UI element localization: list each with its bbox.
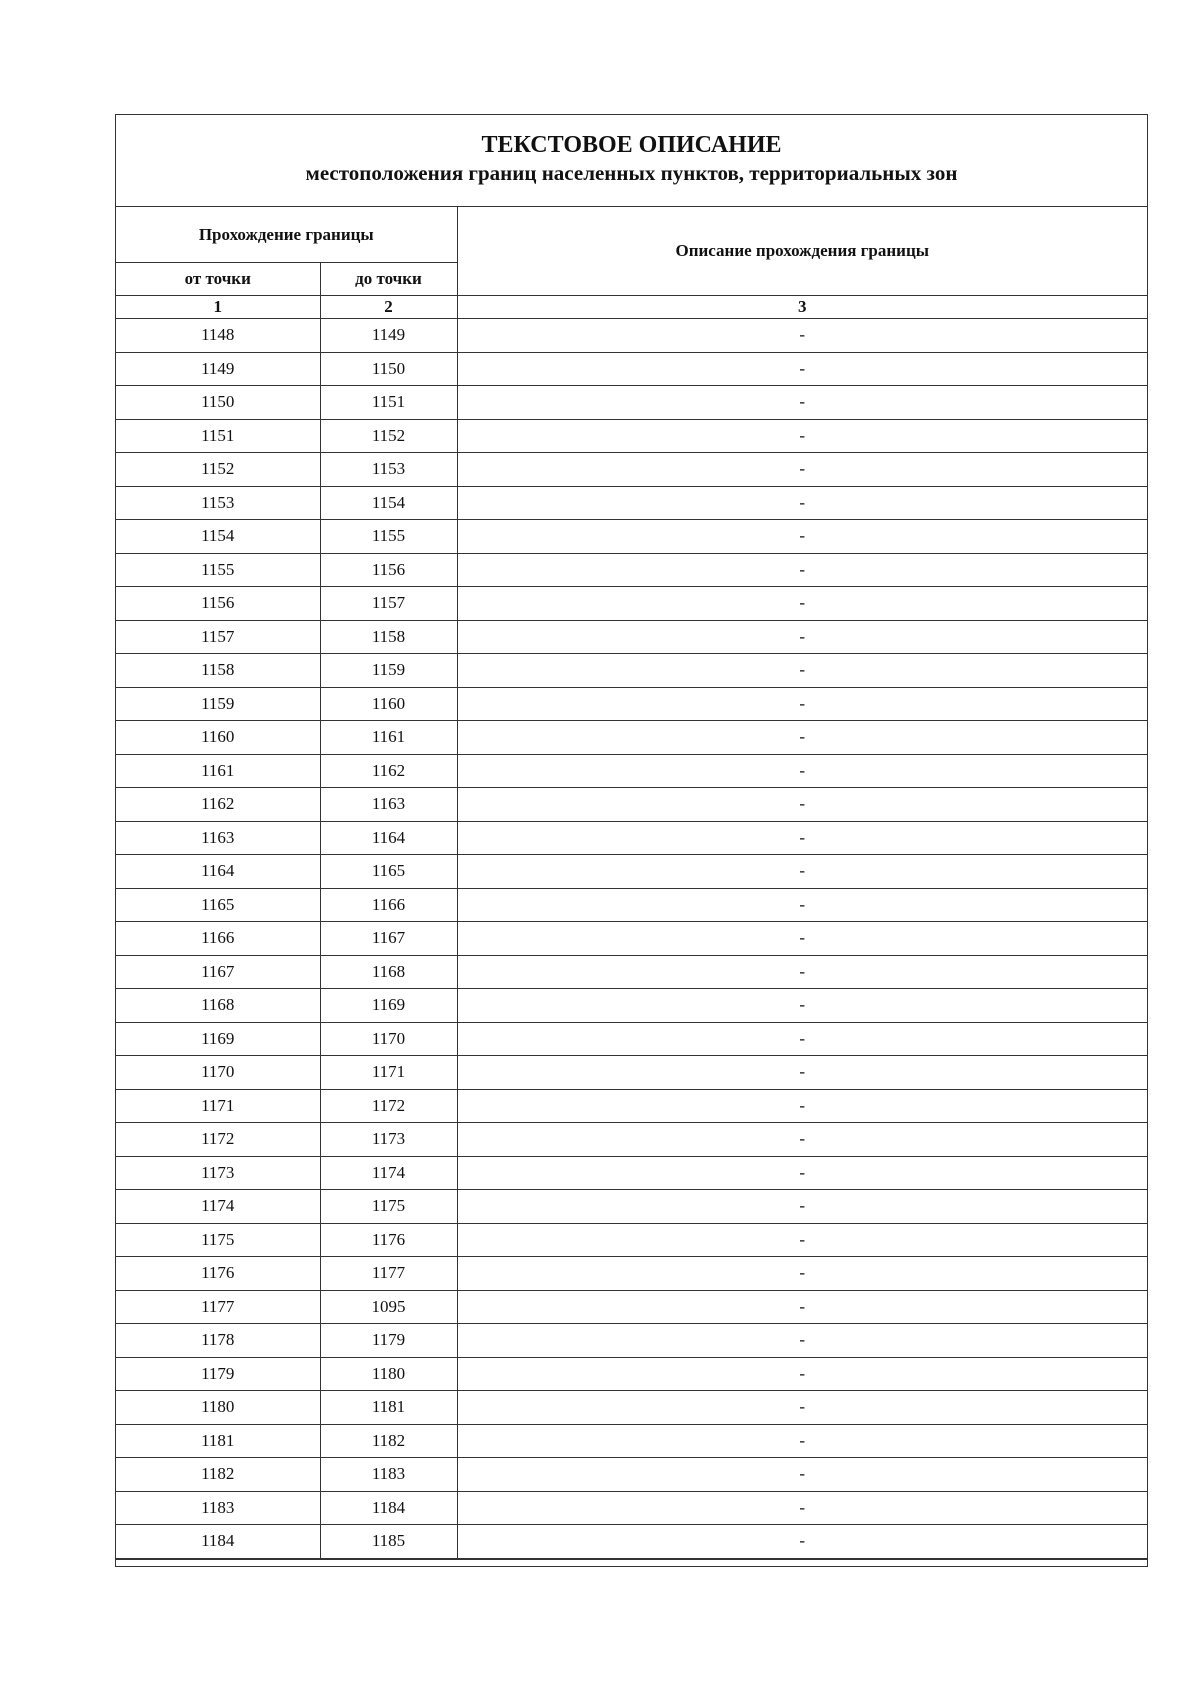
header-boundary-passage: Прохождение границы bbox=[116, 207, 457, 263]
from-point-cell: 1150 bbox=[116, 386, 320, 420]
table-row bbox=[116, 1223, 1147, 1257]
column-number-3: 3 bbox=[457, 296, 1147, 319]
to-point-cell: 1169 bbox=[320, 989, 457, 1023]
table-row bbox=[116, 319, 1147, 353]
from-point-cell: 1159 bbox=[116, 687, 320, 721]
from-point-cell: 1166 bbox=[116, 922, 320, 956]
description-cell: - bbox=[457, 721, 1147, 755]
to-point-cell: 1162 bbox=[320, 754, 457, 788]
to-point-cell: 1155 bbox=[320, 520, 457, 554]
from-point-cell: 1162 bbox=[116, 788, 320, 822]
from-point-cell: 1172 bbox=[116, 1123, 320, 1157]
to-point-cell: 1170 bbox=[320, 1022, 457, 1056]
table-row bbox=[116, 453, 1147, 487]
description-cell: - bbox=[457, 620, 1147, 654]
description-cell: - bbox=[457, 1123, 1147, 1157]
from-point-cell: 1149 bbox=[116, 352, 320, 386]
from-point-cell: 1171 bbox=[116, 1089, 320, 1123]
to-point-cell: 1179 bbox=[320, 1324, 457, 1358]
description-cell: - bbox=[457, 419, 1147, 453]
table-row bbox=[116, 1089, 1147, 1123]
from-point-cell: 1179 bbox=[116, 1357, 320, 1391]
table-row bbox=[116, 888, 1147, 922]
to-point-cell: 1163 bbox=[320, 788, 457, 822]
table-row bbox=[116, 788, 1147, 822]
from-point-cell: 1158 bbox=[116, 654, 320, 688]
description-cell: - bbox=[457, 587, 1147, 621]
table-row bbox=[116, 1290, 1147, 1324]
from-point-cell: 1181 bbox=[116, 1424, 320, 1458]
to-point-cell: 1180 bbox=[320, 1357, 457, 1391]
from-point-cell: 1183 bbox=[116, 1491, 320, 1525]
from-point-cell: 1151 bbox=[116, 419, 320, 453]
from-point-cell: 1161 bbox=[116, 754, 320, 788]
table-row bbox=[116, 1357, 1147, 1391]
table-row bbox=[116, 1156, 1147, 1190]
description-cell: - bbox=[457, 1324, 1147, 1358]
description-cell: - bbox=[457, 1391, 1147, 1425]
from-point-cell: 1182 bbox=[116, 1458, 320, 1492]
from-point-cell: 1173 bbox=[116, 1156, 320, 1190]
description-cell: - bbox=[457, 1458, 1147, 1492]
to-point-cell: 1159 bbox=[320, 654, 457, 688]
column-number-1: 1 bbox=[116, 296, 320, 319]
to-point-cell: 1157 bbox=[320, 587, 457, 621]
from-point-cell: 1164 bbox=[116, 855, 320, 889]
table-row bbox=[116, 1056, 1147, 1090]
from-point-cell: 1176 bbox=[116, 1257, 320, 1291]
table-body bbox=[116, 319, 1147, 1559]
document-subtitle: местоположения границ населенных пунктов, территориальных зон bbox=[305, 161, 958, 185]
description-cell: - bbox=[457, 754, 1147, 788]
description-cell: - bbox=[457, 888, 1147, 922]
to-point-cell: 1174 bbox=[320, 1156, 457, 1190]
description-cell: - bbox=[457, 1357, 1147, 1391]
to-point-cell: 1175 bbox=[320, 1190, 457, 1224]
from-point-cell: 1174 bbox=[116, 1190, 320, 1224]
table-row bbox=[116, 855, 1147, 889]
description-cell: - bbox=[457, 821, 1147, 855]
to-point-cell: 1167 bbox=[320, 922, 457, 956]
to-point-cell: 1149 bbox=[320, 319, 457, 353]
description-cell: - bbox=[457, 989, 1147, 1023]
table-row bbox=[116, 1190, 1147, 1224]
table-row bbox=[116, 1424, 1147, 1458]
to-point-cell: 1154 bbox=[320, 486, 457, 520]
description-cell: - bbox=[457, 1424, 1147, 1458]
from-point-cell: 1167 bbox=[116, 955, 320, 989]
from-point-cell: 1184 bbox=[116, 1525, 320, 1559]
from-point-cell: 1163 bbox=[116, 821, 320, 855]
table-row bbox=[116, 989, 1147, 1023]
to-point-cell: 1184 bbox=[320, 1491, 457, 1525]
header-to-point: до точки bbox=[320, 263, 457, 296]
to-point-cell: 1171 bbox=[320, 1056, 457, 1090]
to-point-cell: 1177 bbox=[320, 1257, 457, 1291]
from-point-cell: 1153 bbox=[116, 486, 320, 520]
from-point-cell: 1177 bbox=[116, 1290, 320, 1324]
to-point-cell: 1164 bbox=[320, 821, 457, 855]
table-row bbox=[116, 1491, 1147, 1525]
from-point-cell: 1169 bbox=[116, 1022, 320, 1056]
header-description: Описание прохождения границы bbox=[457, 207, 1147, 296]
from-point-cell: 1152 bbox=[116, 453, 320, 487]
boundary-table bbox=[116, 207, 1147, 1559]
table-row bbox=[116, 721, 1147, 755]
to-point-cell: 1150 bbox=[320, 352, 457, 386]
from-point-cell: 1160 bbox=[116, 721, 320, 755]
table-row bbox=[116, 620, 1147, 654]
to-point-cell: 1182 bbox=[320, 1424, 457, 1458]
from-point-cell: 1170 bbox=[116, 1056, 320, 1090]
to-point-cell: 1176 bbox=[320, 1223, 457, 1257]
table-row bbox=[116, 955, 1147, 989]
to-point-cell: 1161 bbox=[320, 721, 457, 755]
from-point-cell: 1155 bbox=[116, 553, 320, 587]
table-row bbox=[116, 1022, 1147, 1056]
description-cell: - bbox=[457, 520, 1147, 554]
title-block bbox=[116, 115, 1147, 207]
table-bottom-border bbox=[116, 1559, 1147, 1566]
from-point-cell: 1178 bbox=[116, 1324, 320, 1358]
description-cell: - bbox=[457, 654, 1147, 688]
description-cell: - bbox=[457, 352, 1147, 386]
table-row bbox=[116, 1123, 1147, 1157]
description-cell: - bbox=[457, 1190, 1147, 1224]
description-cell: - bbox=[457, 922, 1147, 956]
description-cell: - bbox=[457, 855, 1147, 889]
table-row bbox=[116, 352, 1147, 386]
to-point-cell: 1156 bbox=[320, 553, 457, 587]
table-row bbox=[116, 1525, 1147, 1559]
table-row bbox=[116, 419, 1147, 453]
from-point-cell: 1165 bbox=[116, 888, 320, 922]
table-row bbox=[116, 587, 1147, 621]
table-row bbox=[116, 386, 1147, 420]
from-point-cell: 1180 bbox=[116, 1391, 320, 1425]
description-cell: - bbox=[457, 1257, 1147, 1291]
table-row bbox=[116, 520, 1147, 554]
to-point-cell: 1181 bbox=[320, 1391, 457, 1425]
table-row bbox=[116, 1257, 1147, 1291]
description-cell: - bbox=[457, 1056, 1147, 1090]
table-row bbox=[116, 654, 1147, 688]
description-cell: - bbox=[457, 1491, 1147, 1525]
table-row bbox=[116, 1391, 1147, 1425]
description-cell: - bbox=[457, 1089, 1147, 1123]
to-point-cell: 1151 bbox=[320, 386, 457, 420]
description-cell: - bbox=[457, 687, 1147, 721]
table-row bbox=[116, 754, 1147, 788]
description-cell: - bbox=[457, 319, 1147, 353]
column-number-2: 2 bbox=[320, 296, 457, 319]
table-row bbox=[116, 486, 1147, 520]
description-cell: - bbox=[457, 1290, 1147, 1324]
to-point-cell: 1173 bbox=[320, 1123, 457, 1157]
description-cell: - bbox=[457, 553, 1147, 587]
description-cell: - bbox=[457, 453, 1147, 487]
to-point-cell: 1185 bbox=[320, 1525, 457, 1559]
from-point-cell: 1168 bbox=[116, 989, 320, 1023]
header-from-point: от точки bbox=[116, 263, 320, 296]
to-point-cell: 1095 bbox=[320, 1290, 457, 1324]
to-point-cell: 1165 bbox=[320, 855, 457, 889]
to-point-cell: 1158 bbox=[320, 620, 457, 654]
description-cell: - bbox=[457, 788, 1147, 822]
description-cell: - bbox=[457, 955, 1147, 989]
to-point-cell: 1152 bbox=[320, 419, 457, 453]
to-point-cell: 1153 bbox=[320, 453, 457, 487]
to-point-cell: 1172 bbox=[320, 1089, 457, 1123]
description-cell: - bbox=[457, 1022, 1147, 1056]
to-point-cell: 1160 bbox=[320, 687, 457, 721]
description-cell: - bbox=[457, 1525, 1147, 1559]
description-cell: - bbox=[457, 1156, 1147, 1190]
to-point-cell: 1168 bbox=[320, 955, 457, 989]
description-cell: - bbox=[457, 486, 1147, 520]
from-point-cell: 1175 bbox=[116, 1223, 320, 1257]
to-point-cell: 1183 bbox=[320, 1458, 457, 1492]
table-row bbox=[116, 1324, 1147, 1358]
document-title: ТЕКСТОВОЕ ОПИСАНИЕ bbox=[481, 132, 782, 158]
from-point-cell: 1148 bbox=[116, 319, 320, 353]
table-row bbox=[116, 922, 1147, 956]
table-row bbox=[116, 687, 1147, 721]
to-point-cell: 1166 bbox=[320, 888, 457, 922]
table-row bbox=[116, 1458, 1147, 1492]
from-point-cell: 1156 bbox=[116, 587, 320, 621]
description-cell: - bbox=[457, 1223, 1147, 1257]
table-row bbox=[116, 821, 1147, 855]
from-point-cell: 1154 bbox=[116, 520, 320, 554]
from-point-cell: 1157 bbox=[116, 620, 320, 654]
boundary-description-sheet bbox=[115, 114, 1148, 1567]
table-row bbox=[116, 553, 1147, 587]
description-cell: - bbox=[457, 386, 1147, 420]
